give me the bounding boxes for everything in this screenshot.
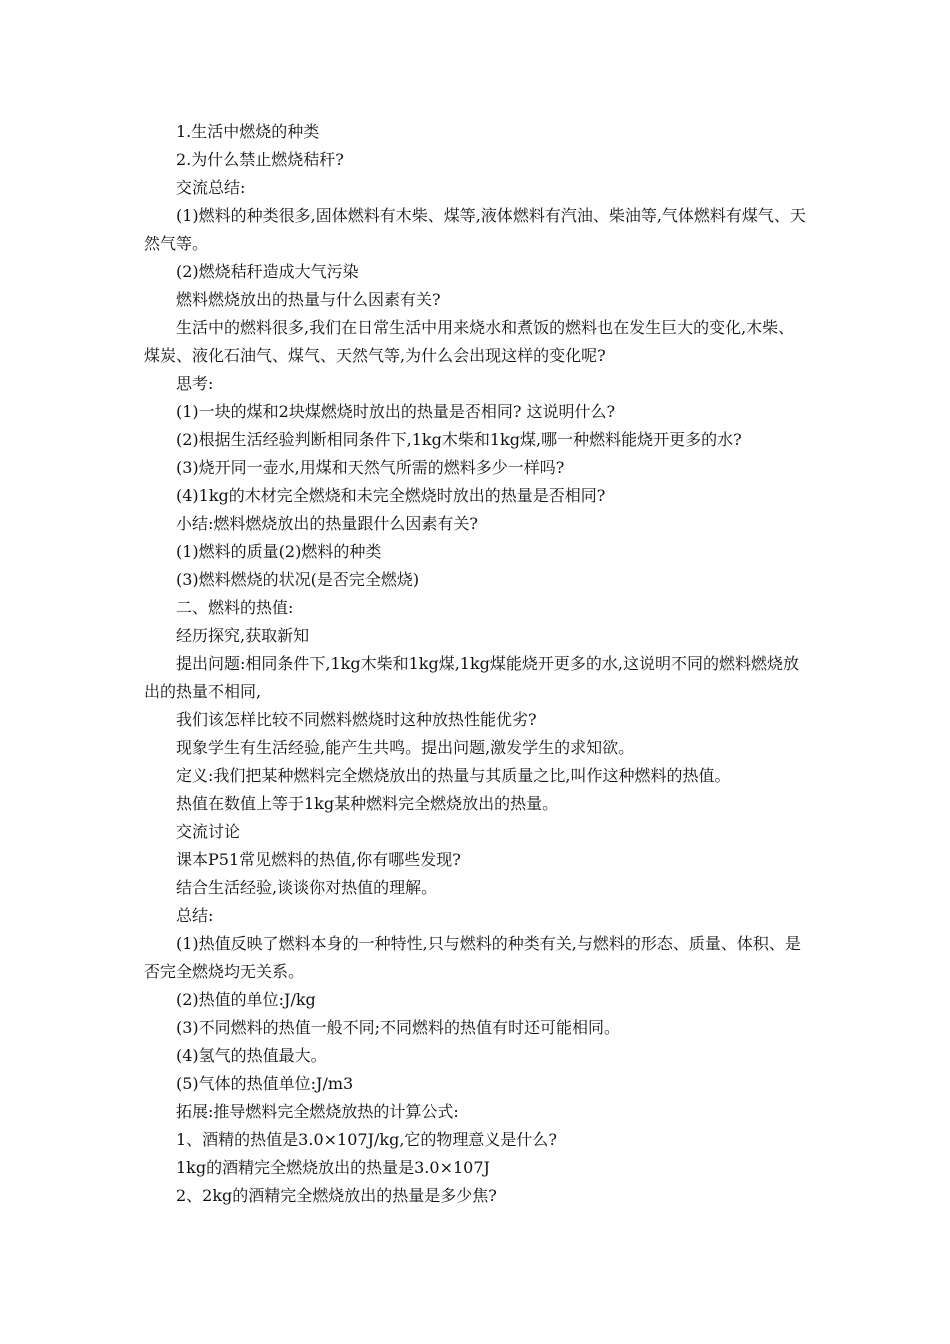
paragraph: (2)燃烧秸秆造成大气污染 [176, 262, 359, 281]
paragraph: 提出问题:相同条件下,1kg木柴和1kg煤,1kg煤能烧开更多的水,这说明不同的燃料燃烧放出的热量不相同, [144, 654, 800, 701]
paragraph: 经历探究,获取新知 [176, 626, 310, 645]
paragraph: (3)燃料燃烧的状况(是否完全燃烧) [176, 570, 420, 589]
paragraph: 1kg的酒精完全燃烧放出的热量是3.0×107J [176, 1158, 490, 1177]
paragraph: 思考: [176, 374, 214, 393]
paragraph: 交流讨论 [176, 822, 241, 841]
paragraph: (4)1kg的木材完全燃烧和未完全燃烧时放出的热量是否相同? [176, 486, 606, 505]
paragraph: 交流总结: [176, 178, 246, 197]
paragraph: 生活中的燃料很多,我们在日常生活中用来烧水和煮饭的燃料也在发生巨大的变化,木柴、煤炭、液化石油气、煤气、天然气等,为什么会出现这样的变化呢? [144, 318, 795, 365]
paragraph: (3)烧开同一壶水,用煤和天然气所需的燃料多少一样吗? [176, 458, 565, 477]
paragraph: 小结:燃料燃烧放出的热量跟什么因素有关? [176, 514, 478, 533]
paragraph: 结合生活经验,谈谈你对热值的理解。 [176, 878, 438, 897]
paragraph: 我们该怎样比较不同燃料燃烧时这种放热性能优劣? [176, 710, 537, 729]
paragraph: 2.为什么禁止燃烧秸秆? [176, 150, 344, 169]
paragraph: 1.生活中燃烧的种类 [176, 122, 320, 141]
paragraph: (1)燃料的种类很多,固体燃料有木柴、煤等,液体燃料有汽油、柴油等,气体燃料有煤气、天然气等。 [144, 206, 806, 253]
paragraph: 定义:我们把某种燃料完全燃烧放出的热量与其质量之比,叫作这种燃料的热值。 [176, 766, 731, 785]
paragraph: (1)一块的煤和2块煤燃烧时放出的热量是否相同? 这说明什么? [176, 402, 616, 421]
paragraph: 2、2kg的酒精完全燃烧放出的热量是多少焦? [176, 1186, 497, 1205]
paragraph: (2)热值的单位:J/kg [176, 990, 316, 1009]
paragraph: 拓展:推导燃料完全燃烧放热的计算公式: [176, 1102, 459, 1121]
paragraph: 课本P51常见燃料的热值,你有哪些发现? [176, 850, 461, 869]
paragraph: (1)燃料的质量(2)燃料的种类 [176, 542, 382, 561]
paragraph: (5)气体的热值单位:J/m3 [176, 1074, 354, 1093]
paragraph: (3)不同燃料的热值一般不同;不同燃料的热值有时还可能相同。 [176, 1018, 621, 1037]
paragraph: 总结: [176, 906, 214, 925]
paragraph: 燃料燃烧放出的热量与什么因素有关? [176, 290, 441, 309]
paragraph: 1、酒精的热值是3.0×107J/kg,它的物理意义是什么? [176, 1130, 557, 1149]
paragraph: 热值在数值上等于1kg某种燃料完全燃烧放出的热量。 [176, 794, 559, 813]
paragraph: 现象学生有生活经验,能产生共鸣。提出问题,激发学生的求知欲。 [176, 738, 635, 757]
paragraph: (2)根据生活经验判断相同条件下,1kg木柴和1kg煤,哪一种燃料能烧开更多的水? [176, 430, 742, 449]
paragraph: (4)氢气的热值最大。 [176, 1046, 327, 1065]
paragraph: (1)热值反映了燃料本身的一种特性,只与燃料的种类有关,与燃料的形态、质量、体积、是否完全燃烧均无关系。 [144, 934, 801, 981]
section-heading: 二、燃料的热值: [176, 598, 294, 617]
document-body [144, 118, 808, 1210]
